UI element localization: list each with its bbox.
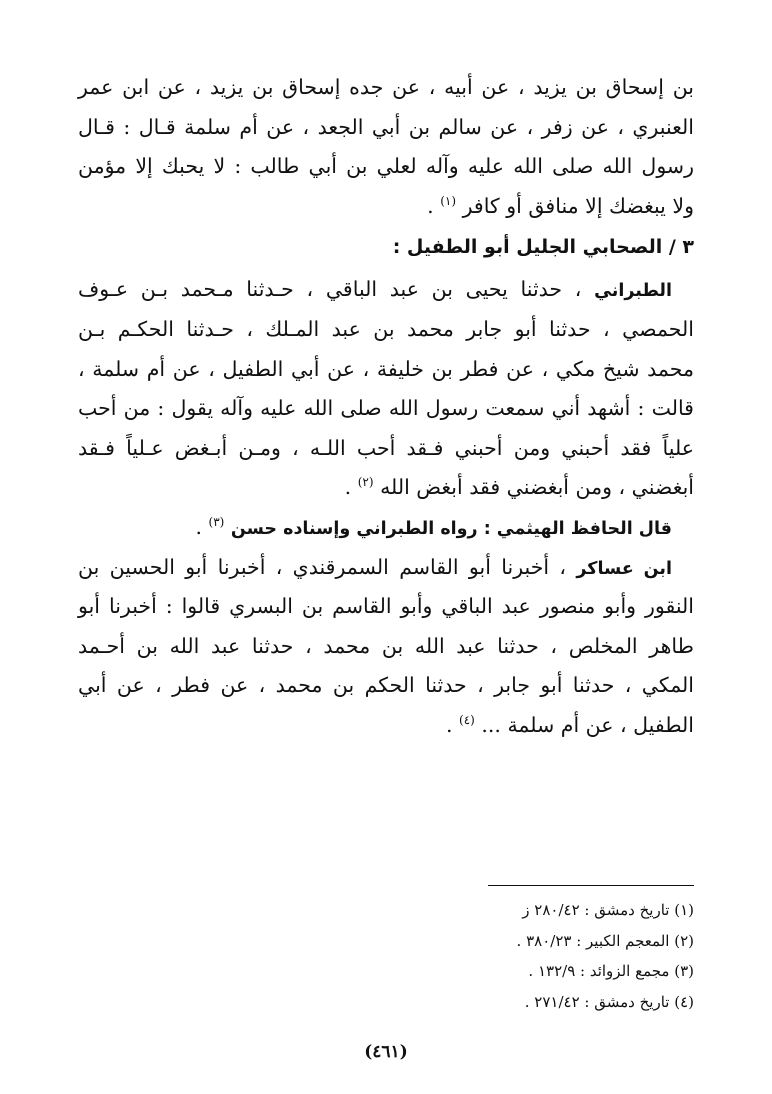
statement-line <box>78 508 694 548</box>
text-line: المكي ، حدثنا أبو جابر ، حدثنا الحكم بن محمد ، عن فطر ، عن أبي <box>78 673 694 698</box>
text-line <box>78 706 694 746</box>
footnote-ref: (١) <box>440 193 457 208</box>
paragraph-2 <box>78 270 694 508</box>
text-line <box>78 187 694 227</box>
line-text: ولا يبغضك إلا منافق أو كافر <box>462 193 694 218</box>
line-text: أبغضني ، ومن أبغضني فقد أبغض الله <box>380 475 694 500</box>
text-line: رسول الله صلى الله عليه وآله لعلي بن أبي طالب : لا يحبك إلا مؤمن <box>78 154 694 179</box>
footnote: (٤) تاريخ دمشق : ٢٧١/٤٢ . <box>524 992 694 1011</box>
line-end: . <box>344 475 358 500</box>
text-line <box>78 468 694 508</box>
footnote-ref: (٣) <box>208 515 225 530</box>
footnote: (١) تاريخ دمشق : ٢٨٠/٤٢ ز <box>522 901 694 919</box>
source-name: ابن عساكر <box>576 558 673 579</box>
footnote-divider <box>488 885 694 886</box>
paragraph-1 <box>78 68 694 226</box>
text-line: النقور وأبو منصور عبد الباقي وأبو القاسم بن البسري قالوا : أخبرنا أبو <box>78 594 694 619</box>
text-line: الحمصي ، حدثنا أبو جابر محمد بن عبد المـلك ، حـدثنا الحكـم بـن <box>78 316 694 341</box>
footnote-ref: (٢) <box>357 475 374 490</box>
line-end: . <box>427 193 441 218</box>
line-end: . <box>445 712 460 737</box>
line-end: . <box>195 514 209 539</box>
footnote: (٣) مجمع الزوائد : ١٣٢/٩ . <box>528 962 694 980</box>
text-line <box>78 270 694 310</box>
page-number: (٤٦١) <box>364 1042 408 1062</box>
footnote-ref: (٤) <box>459 713 475 728</box>
text-line: طاهر المخلص ، حدثنا عبد الله بن محمد ، حدثنا عبد الله بن أحـمد <box>78 633 694 658</box>
statement-text: قال الحافظ الهيثمي : رواه الطبراني وإسناده حسن <box>230 518 672 539</box>
text-line: قالت : أشهد أني سمعت رسول الله صلى الله عليه وآله يقول : من أحب <box>78 396 694 421</box>
text-line: محمد شيخ مكي ، عن فطر بن خليفة ، عن أبي الطفيل ، عن أم سلمة ، <box>78 356 694 381</box>
footnotes <box>517 895 694 1017</box>
text-line: علياً فقد أحبني ومن أحبني فـقد أحب اللـه ، ومـن أبـغض عـلياً فـقد <box>78 435 694 460</box>
footnote: (٢) المعجم الكبير : ٣٨٠/٢٣ . <box>516 931 694 950</box>
text-line: بن إسحاق بن يزيد ، عن أبيه ، عن جده إسحاق بن يزيد ، عن ابن عمر <box>78 75 694 99</box>
text-line: العنبري ، عن زفر ، عن سالم بن أبي الجعد ، عن أم سلمة قـال : قـال <box>78 114 694 139</box>
line-text: ، أخبرنا أبو القاسم السمرقندي ، أخبرنا أبو الحسين بن <box>78 554 577 579</box>
line-text: الطفيل ، عن أم سلمة ... <box>481 712 694 737</box>
section-heading: ٣ / الصحابي الجليل أبو الطفيل : <box>392 236 694 259</box>
text-line <box>78 548 694 588</box>
paragraph-3 <box>78 548 694 746</box>
line-text: ، حدثنا يحيى بن عبد الباقي ، حـدثنا مـحمد بـن عـوف <box>78 277 595 302</box>
source-name: الطبراني <box>594 281 672 302</box>
